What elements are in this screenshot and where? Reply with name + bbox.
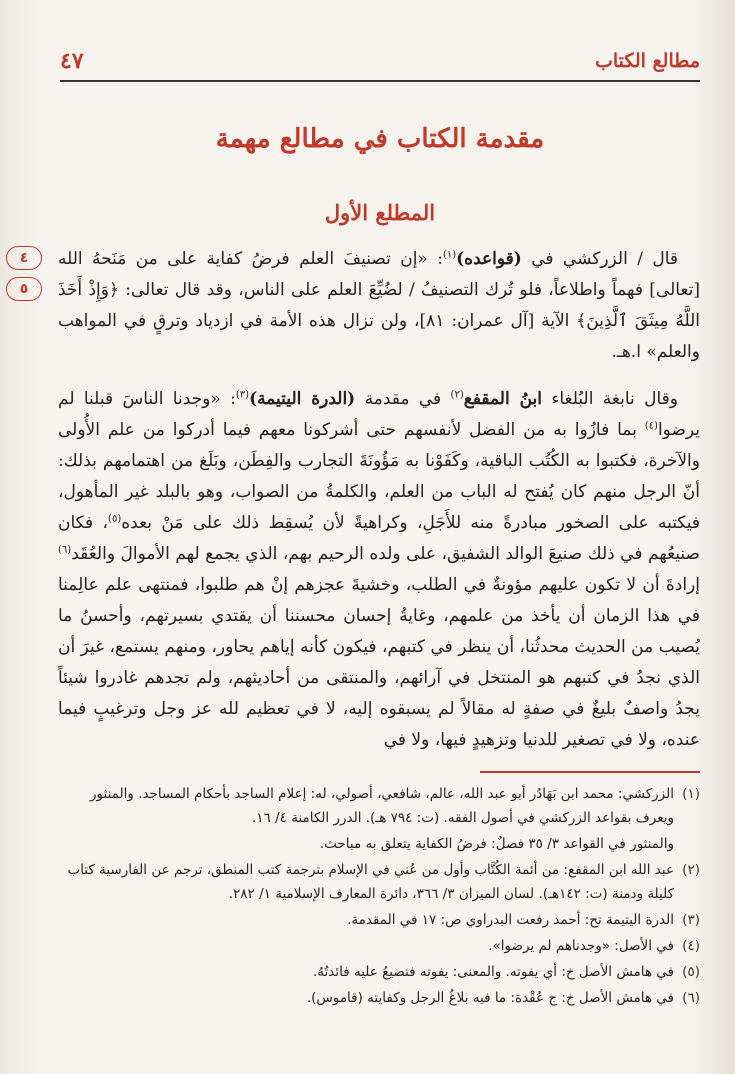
footnote-ref-6: (٦) <box>58 544 72 556</box>
book-title-qawaid: (قواعده) <box>456 249 522 269</box>
text-run: قال / الزركشي في <box>521 249 678 269</box>
footnote-text: عبد الله ابن المقفع: من أئمة الكُتَّاب وأول من عُني في الإسلام بترجمة كتب المنطق، ترجم عن الفارسية كتاب كليلة ودمنة (ت: ١٤٢هـ). لسان الميزان ٣/ ٣٦٦، دائرة المعارف الإسلامية ١/ ٢٨٢. <box>67 862 674 902</box>
footnote-separator <box>480 771 700 773</box>
footnote-number: (٣) <box>682 912 700 928</box>
text-run: بما فازُوا به من الفضل لأنفسهم حتى أشركونا معهم فيما أدركوا من علم الأُولى والآخرة، فكتبوا به الكُتُب الباقية، وكَفَوْنا به مَؤُونَةَ التجارب والفِطَن، وبَلَغ من اهتمامهم بذلك: أنّ الرجل منهم كان يُفتح له الباب من العلم، والكلمةُ من الصواب، وهو بالبلد غير المأهول، فيكتبه على الصخور مبادرةً منه للأَجَلِ، وكراهيةً لأن يُسقِط ذلك على مَنْ بعده <box>58 420 700 533</box>
footnote-number <box>674 832 700 856</box>
footnote-text: الدرة اليتيمة تح: أحمد رفعت البدراوي ص: ١٧ في المقدمة. <box>347 912 674 928</box>
footnote-text: الزركشي: محمد ابن بَهَادُر أبو عبد الله، عالم، شافعي، أصولي، له: إعلام الساجد بأحكام المساجد. والمنثور ويعرف بقواعد الزركشي في أصول الفقه. (ت: ٧٩٤ هـ). الدرر الكامنة ٤/ ١٦. <box>90 786 674 826</box>
text-run: ، فكان صنيعُهم في ذلك صنيعَ الوالد الشفيق، على ولده الرحيم بهم، الذي يجمع لهم الأموالَ والعُقَد <box>58 513 700 564</box>
running-title: مطالع الكتاب <box>594 50 700 72</box>
text-run: في مقدمة <box>355 389 451 409</box>
footnote-number: (٢) <box>682 862 700 878</box>
footnote-ref-3: (٣) <box>235 389 250 401</box>
footnote-number: (٥) <box>682 964 700 980</box>
footnote-number: (٤) <box>682 938 700 954</box>
footnote <box>58 908 700 932</box>
header-rule <box>60 80 700 82</box>
margin-marker-1: ٤ <box>6 246 42 270</box>
footnote <box>58 832 700 856</box>
author-name-ibn-muqaffa: ابنُ المقفع <box>463 389 542 409</box>
footnote-text: في الأصل: «وجدناهم لم يرضوا». <box>488 938 674 954</box>
section-subtitle: المطلع الأول <box>324 200 436 225</box>
footnote <box>58 986 700 1010</box>
footnote-text: في هامش الأصل خ: أي يفوته. والمعنى: يفوته فتضيعُ عليه فائدتُهُ. <box>312 964 674 980</box>
footnote-ref-4: (٤) <box>644 420 658 432</box>
footnote <box>58 934 700 958</box>
paragraph-zarkashi <box>58 244 700 368</box>
footnote <box>58 782 700 830</box>
footnote-ref-2: (٢) <box>450 389 464 401</box>
footnote-text: في هامش الأصل خ: ج عُقْدة: ما فيه بلاغُ الرجل وكفايته (قاموس). <box>306 990 674 1006</box>
chapter-title: مقدمة الكتاب في مطالع مهمة <box>215 124 545 154</box>
footnotes <box>58 782 700 1012</box>
footnote-text: والمنثور في القواعد ٣/ ٣٥ فصلٌ: فرضُ الكفاية يتعلق به مباحث. <box>319 836 674 852</box>
main-text <box>58 244 700 756</box>
margin-marker-2: ٥ <box>6 277 42 301</box>
footnote-ref-5: (٥) <box>108 513 122 525</box>
text-run: : «وجدنا الناسَ قبلنا لم يرضوا <box>58 389 700 440</box>
footnote <box>58 858 700 906</box>
text-run: وقال نابغة البُلغاء <box>542 389 679 409</box>
paragraph-ibn-muqaffa <box>58 384 700 756</box>
text-run: : «إن تصنيفَ العلم فرضُ كفاية على من مَنَحهُ الله [تعالى] فهماً واطلاعاً، فلو تُرك التصنيفُ / لضُيِّعَ العلم على الناس، وقد قال تعالى: ﴿وَإِذْ أَخَذَ اللَّهُ مِيثَقَ ٱلَّذِينَ﴾ الآية [آل عمران: ٨١]، ولن تزال هذه الأمة في ازدياد وترقٍ في المواهب والعلم» ا.هـ. <box>58 249 700 362</box>
book-title-durra: (الدرة اليتيمة) <box>249 389 356 409</box>
footnote <box>58 960 700 984</box>
footnote-ref-1: (١) <box>442 249 457 261</box>
text-run: إرادةَ أن لا تكون عليهم مؤونةٌ في الطلب، وخشيةَ عجزهم إنْ هم طلبوا، فمنتهى علم عالِمنا في هذا الزمان أن يأخذ من علمهم، وغايةُ إحسان محسننا أن يقتدي بسيرتهم، وأحسنُ ما يُصيب من الحديث محدثُنا، أن ينظر في كتبهم، فيكون كأنه إياهم يحاور، ومنهم يستمع، غيرَ أن الذي نجدُ في كتبهم هو المنتخل في آرائهم، والمنتقى من أحاديثهم، ولم تجدهم غادروا شيئاً يجدُ واصفٌ بليغٌ في صفةٍ له مقالاً لم يسبقوه إليه، لا في تعظيم لله عز وجل وترغيبٍ فيما عنده، ولا في تصغير للدنيا وتزهيدٍ فيها، ولا في <box>58 575 700 750</box>
page-number: ٤٧ <box>60 48 84 74</box>
footnote-number: (١) <box>682 786 700 802</box>
footnote-number: (٦) <box>682 990 700 1006</box>
page-header <box>60 46 700 82</box>
